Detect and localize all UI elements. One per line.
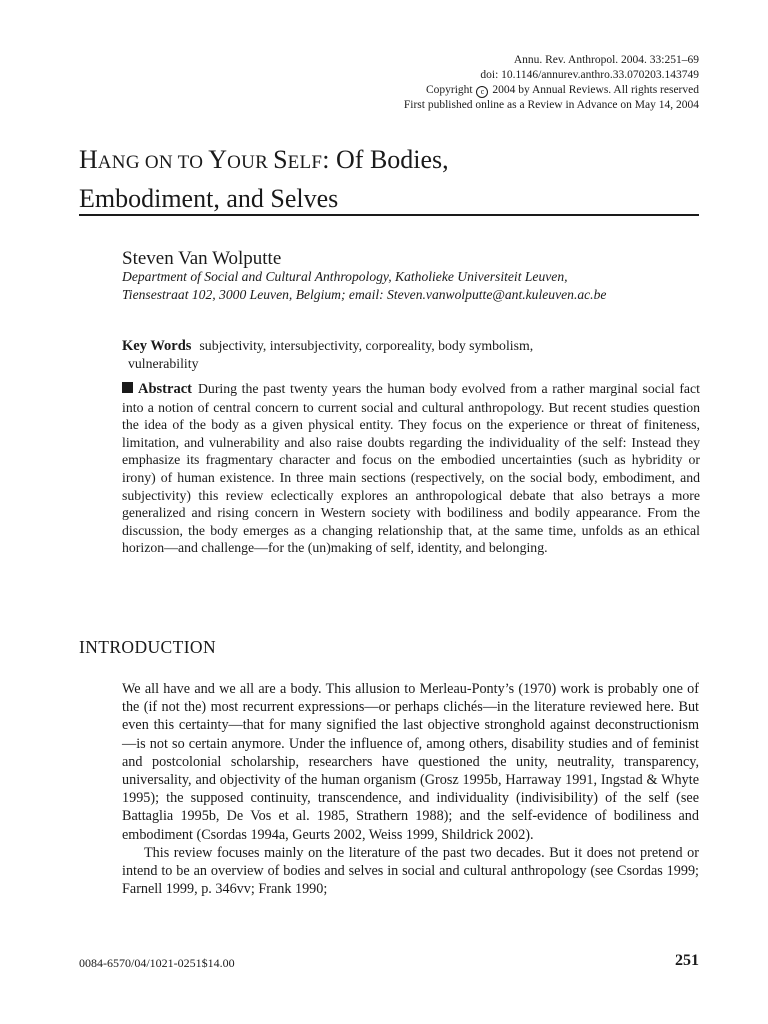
abstract-text: During the past twenty years the human body evolved from a rather marginal social fact into a notion of central concern to current social and cultural anthropology. But recent studies question the idea of the body as a given physical entity. They focus on the experience or threat of finiteness, limitation, and vulnerability and also raise doubts regarding the individuality of the self: Instead they emphasize its fragmentary character and focus on the embodied uncertainties (such as hybridity or irony) of human existence. In three main sections (respectively, on the social body, embodiment, and subjectivity) this review eclectically explores an anthropological debate that also betrays a more generalized and rising concern in Western society with bodiliness and bodily appearance. From the discussion, the body emerges as a changing relationship that, at the same time, unfolds as an ethical horizon—and challenge—for the (un)making of self, identity, and belonging. [122,381,700,556]
author-affiliation: Department of Social and Cultural Anthropology, Katholieke Universiteit Leuven, Tiensestraat 102, 3000 Leuven, Belgium; email: Steven.vanwolputte@ant.kuleuven.ac.be [122,269,607,302]
title-rule [79,214,699,216]
abstract-label: Abstract [138,381,192,397]
journal-header [404,53,699,112]
introduction-body [122,680,699,898]
page-number: 251 [675,952,699,969]
key-words-terms: subjectivity, intersubjectivity, corporeality, body symbolism, [199,338,534,353]
key-words-label: Key Words [122,338,192,354]
copyright-line: Copyright c 2004 by Annual Reviews. All rights reserved [425,83,699,96]
paragraph: This review focuses mainly on the literature of the past two decades. But it does not pretend or intend to be an overview of bodies and selves in social and cultural anthropology (see Csordas 1999; Farnell 1999, p. 346vv; Frank 1990; [122,844,699,898]
doi-line: doi: 10.1146/annurev.anthro.33.070203.143749 [480,68,699,81]
key-words-terms-cont: vulnerability [128,356,199,371]
section-heading: INTRODUCTION [79,637,217,657]
article-title [79,142,699,217]
publication-date-line: First published online as a Review in Advance on May 14, 2004 [403,98,699,111]
price-code: 0084-6570/04/1021-0251$14.00 [79,956,235,970]
title-line-2: Embodiment, and Selves [79,184,339,213]
abstract [122,380,700,557]
citation-line: Annu. Rev. Anthropol. 2004. 33:251–69 [513,54,699,66]
title-line-1: HANG ON TO YOUR SELF: Of Bodies, [79,145,449,174]
author-name: Steven Van Wolputte [122,248,282,269]
key-words [122,337,700,373]
abstract-bullet-icon [122,382,133,393]
paragraph: We all have and we all are a body. This allusion to Merleau-Ponty’s (1970) work is probably one of the (if not the) most recurrent expressions—or perhaps clichés—in the literature reviewed here. But even this certainty—that for many signified the last objective stronghold against deconstructionism—is not so certain anymore. Under the influence of, among others, disability studies and of feminist and postcolonial scholarship, researchers have questioned the unity, neutrality, transparency, universality, and objectivity of the human organism (Grosz 1995b, Harraway 1991, Ingstad & Whyte 1995); the supposed continuity, transcendence, and individuality (indivisibility) of the self (see Battaglia 1995b, De Vos et al. 1985, Strathern 1988); and the self-evidence of bodiliness and embodiment (Csordas 1994a, Geurts 2002, Weiss 1999, Shildrick 2002). [122,681,699,843]
copyright-icon: c [476,86,488,98]
